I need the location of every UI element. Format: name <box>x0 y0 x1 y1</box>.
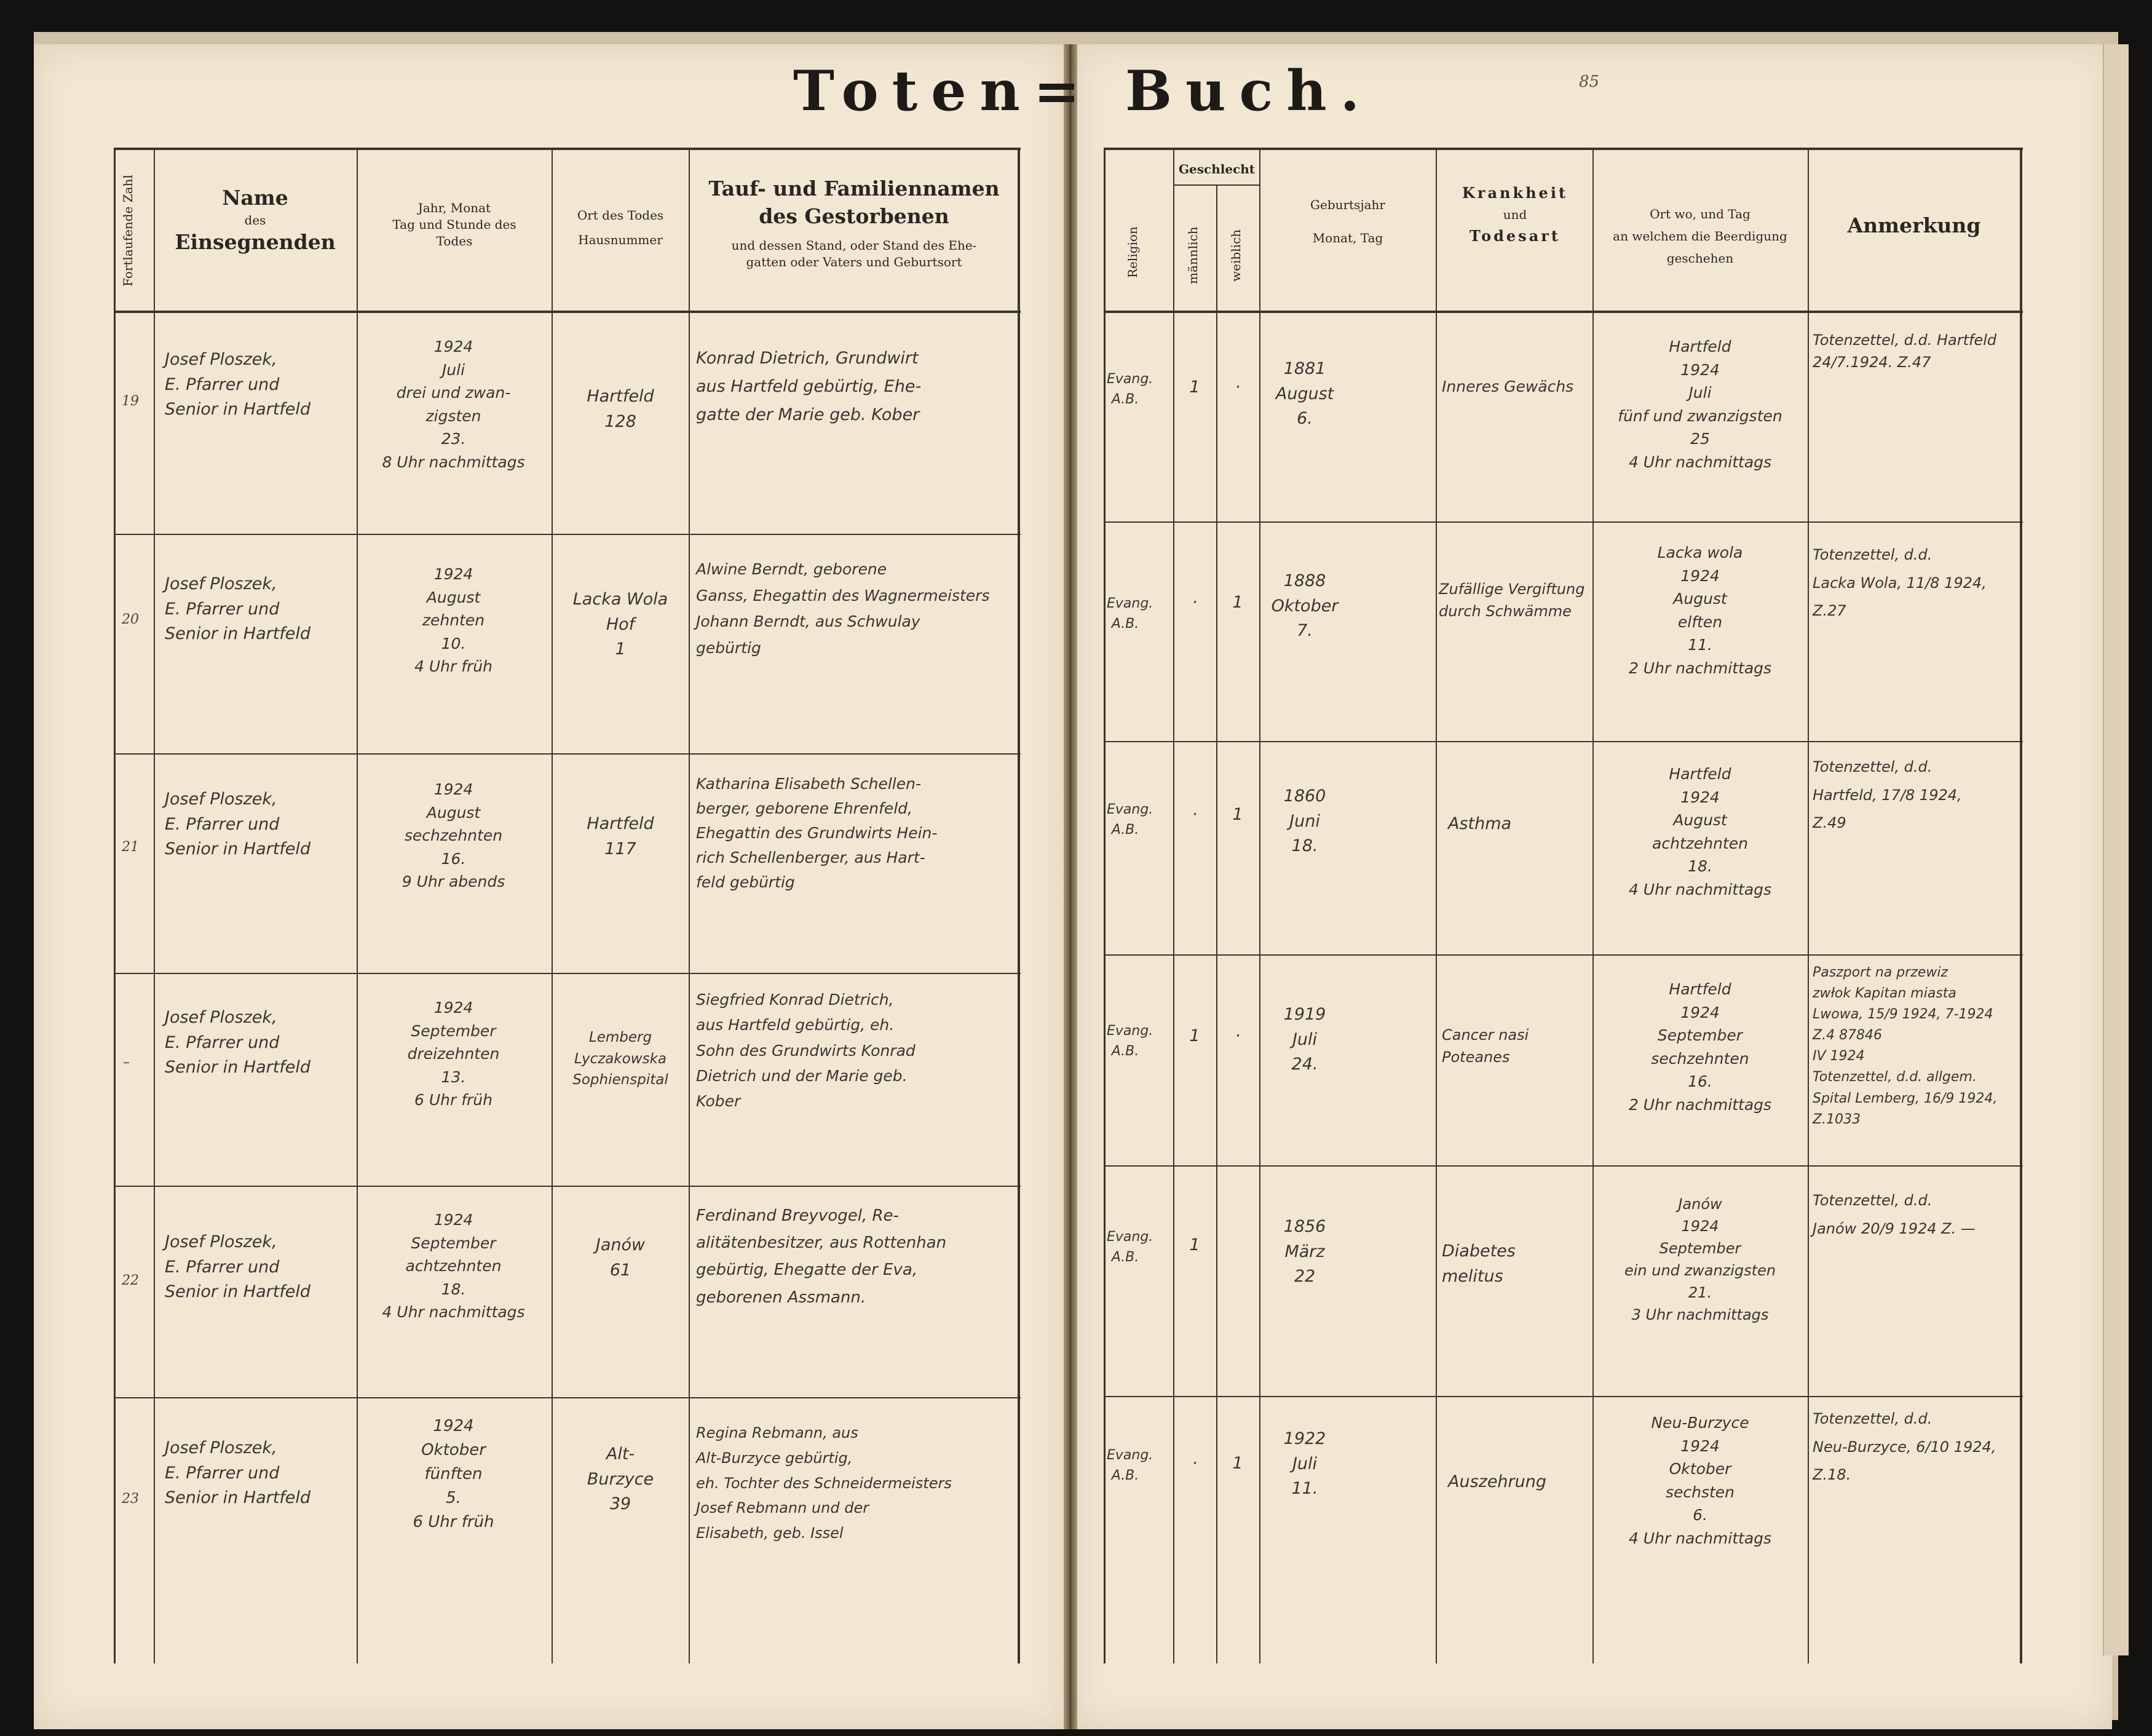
birth-date: 1922 Juli 11. <box>1283 1429 1326 1498</box>
officiant: Josef Ploszek, E. Pfarrer und Senior in Hartfeld <box>165 1438 311 1507</box>
place-of-death: Lemberg Lyczakowska Sophienspital <box>572 1029 668 1088</box>
header-place-of-death: Ort des Todes Hausnummer <box>577 208 664 247</box>
left-frame-line <box>114 148 116 1663</box>
place-of-death: Lacka Wola Hof 1 <box>572 590 668 659</box>
deceased: Konrad Dietrich, Grundwirt aus Hartfeld gebürtig, Ehe- gatte der Marie geb. Kober <box>696 349 922 424</box>
entry-number: 23 <box>122 1491 139 1507</box>
death-date: 1924 Juli drei und zwan- zigsten 23. 8 Uhr nachmittags <box>382 338 525 471</box>
right-col-line <box>1436 148 1437 1663</box>
header-deceased-line1: Tauf- und Familiennamen <box>708 176 1000 200</box>
left-col-line <box>154 148 155 1663</box>
remark: Totenzettel, d.d. Neu-Burzyce, 6/10 1924, Z.18. <box>1813 1410 1996 1484</box>
cause-of-death: Auszehrung <box>1448 1472 1547 1491</box>
header-illness-line2: und <box>1503 207 1527 223</box>
header-male: männlich <box>1185 226 1200 284</box>
cause-of-death: Cancer nasi Poteanes <box>1442 1026 1529 1066</box>
header-officiant-line1: Name <box>222 186 288 210</box>
remark: Totenzettel, d.d. Hartfeld, 17/8 1924, Z.49 <box>1813 758 1962 832</box>
header-sex: Geschlecht <box>1178 162 1256 176</box>
death-date: 1924 August zehnten 10. 4 Uhr früh <box>414 565 493 675</box>
remark: Paszport na przewiz zwłok Kapitan miasta Lwowa, 15/9 1924, 7-1924 Z.4 87846 IV 1924 Totenzettel, d.d. allgem. Spital Lemberg, 16/9 1924, Z.1033 <box>1813 965 1998 1127</box>
page-number: 85 <box>1579 73 1600 91</box>
right-col-line <box>1592 148 1594 1663</box>
death-date: 1924 August sechzehnten 16. 9 Uhr abends <box>402 780 505 890</box>
entry-number: 22 <box>122 1273 139 1288</box>
right-row-rule <box>1104 521 2023 523</box>
title-left: Toten= <box>793 58 1094 124</box>
left-col-line <box>689 148 690 1663</box>
burial: Lacka wola 1924 August elften 11. 2 Uhr nachmittags <box>1628 544 1772 677</box>
remark: Totenzettel, d.d. Hartfeld 24/7.1924. Z.47 <box>1813 331 1997 371</box>
right-row-rule <box>1104 954 2023 956</box>
remark: Totenzettel, d.d. Lacka Wola, 11/8 1924, Z.27 <box>1813 546 1987 620</box>
cause-of-death: Inneres Gewächs <box>1442 378 1574 395</box>
header-deceased <box>692 175 1016 271</box>
header-illness-line1: Krankheit <box>1462 184 1569 202</box>
religion: Evang. A.B. <box>1107 1448 1153 1483</box>
right-col-line <box>1259 148 1260 1663</box>
left-col-line <box>552 148 553 1663</box>
header-illness <box>1439 181 1591 248</box>
place-of-death: Hartfeld 117 <box>587 814 654 858</box>
entry-number: 21 <box>122 839 139 855</box>
sex-male: 1 <box>1189 378 1200 397</box>
left-row-rule <box>114 753 1021 755</box>
left-header-rule <box>114 311 1021 313</box>
officiant: Josef Ploszek, E. Pfarrer und Senior in Hartfeld <box>165 790 311 858</box>
right-sex-rule <box>1173 184 1259 186</box>
sex-female: 1 <box>1232 805 1243 824</box>
book-gutter <box>1064 44 1077 1729</box>
place-of-death: Janów 61 <box>595 1235 646 1280</box>
burial: Hartfeld 1924 August achtzehnten 18. 4 Uhr nachmittags <box>1628 765 1772 898</box>
place-of-death: Alt- Burzyce 39 <box>587 1445 654 1513</box>
birth-date: 1860 Juni 18. <box>1283 787 1326 855</box>
entry-number: 19 <box>122 394 139 409</box>
header-burial: Ort wo, und Tag an welchem die Beerdigung geschehen <box>1613 207 1787 266</box>
header-religion: Religion <box>1125 226 1140 278</box>
deceased: Alwine Berndt, geborene Ganss, Ehegattin des Wagnermeisters Johann Berndt, aus Schwulay gebürtig <box>696 560 990 657</box>
officiant: Josef Ploszek, E. Pfarrer und Senior in Hartfeld <box>165 1232 311 1301</box>
sex-female: · <box>1235 378 1241 397</box>
burial: Janów 1924 September ein und zwanzigsten 21. 3 Uhr nachmittags <box>1624 1195 1776 1323</box>
right-row-rule <box>1104 1396 2023 1397</box>
birth-date: 1888 Oktober 7. <box>1271 571 1339 640</box>
religion: Evang. A.B. <box>1107 371 1153 407</box>
deceased: Siegfried Konrad Dietrich, aus Hartfeld gebürtig, eh. Sohn des Grundwirts Konrad Dietrich und der Marie geb. Kober <box>696 991 916 1110</box>
left-row-rule <box>114 973 1021 974</box>
header-birth: Geburtsjahr Monat, Tag <box>1310 197 1385 245</box>
title-right: Buch. <box>1125 58 1374 124</box>
sex-female: 1 <box>1232 593 1243 612</box>
right-frame-line <box>1104 148 1106 1663</box>
deceased: Katharina Elisabeth Schellen- berger, geborene Ehrenfeld, Ehegattin des Grundwirts Hein- rich Schellenberger, aus Hart- feld gebürtig <box>696 775 938 891</box>
birth-date: 1919 Juli 24. <box>1283 1005 1326 1074</box>
place-of-death: Hartfeld 128 <box>587 387 654 431</box>
right-top-border <box>1104 148 2023 150</box>
religion: Evang. A.B. <box>1107 1229 1153 1265</box>
right-row-rule <box>1104 741 2023 742</box>
header-deceased-line3: und dessen Stand, oder Stand des Ehe- gatten oder Vaters und Geburtsort <box>731 238 977 270</box>
religion: Evang. A.B. <box>1107 1023 1153 1059</box>
officiant: Josef Ploszek, E. Pfarrer und Senior in Hartfeld <box>165 350 311 419</box>
remark: Totenzettel, d.d. Janów 20/9 1924 Z. — <box>1813 1192 1976 1237</box>
entry-number: 20 <box>122 612 139 627</box>
left-row-rule <box>114 534 1021 535</box>
header-officiant <box>157 184 354 256</box>
entry-number: – <box>123 1055 130 1070</box>
left-col-line <box>357 148 358 1663</box>
header-remark: Anmerkung <box>1847 213 1981 237</box>
burial: Neu-Burzyce 1924 Oktober sechsten 6. 4 Uhr nachmittags <box>1628 1414 1772 1547</box>
header-officiant-line3: Einsegnenden <box>175 229 336 254</box>
sex-female: · <box>1235 1026 1241 1045</box>
left-frame-line <box>1018 148 1020 1663</box>
officiant: Josef Ploszek, E. Pfarrer und Senior in Hartfeld <box>165 574 311 643</box>
cause-of-death: Asthma <box>1448 814 1512 833</box>
right-header-rule <box>1104 311 2023 313</box>
header-illness-line3: Todesart <box>1470 227 1561 245</box>
right-col-line <box>1216 184 1217 1663</box>
religion: Evang. A.B. <box>1107 596 1153 632</box>
right-row-rule <box>1104 1165 2023 1167</box>
cause-of-death: Diabetes melitus <box>1442 1242 1516 1286</box>
birth-date: 1856 März 22 <box>1283 1217 1326 1286</box>
deceased: Regina Rebmann, aus Alt-Burzyce gebürtig, eh. Tochter des Schneidermeisters Josef Rebmann und der Elisabeth, geb. Issel <box>696 1424 952 1542</box>
deceased: Ferdinand Breyvogel, Re- alitätenbesitzer, aus Rottenhan gebürtig, Ehegatte der Eva, geborenen Assmann. <box>696 1207 947 1307</box>
sex-female: 1 <box>1232 1454 1243 1473</box>
sex-male: · <box>1192 1454 1198 1473</box>
right-col-line <box>1808 148 1809 1663</box>
left-top-border <box>114 148 1021 150</box>
left-row-rule <box>114 1397 1021 1398</box>
header-officiant-line2: des <box>244 212 266 228</box>
death-date: 1924 September dreizehnten 13. 6 Uhr früh <box>407 999 500 1109</box>
header-death-date: Jahr, Monat Tag und Stunde des Todes <box>392 200 516 248</box>
header-entry-number: Fortlaufende Zahl <box>121 175 135 287</box>
cause-of-death: Zufällige Vergiftung durch Schwämme <box>1439 581 1585 620</box>
header-female: weiblich <box>1228 229 1243 282</box>
death-date: 1924 Oktober fünften 5. 6 Uhr früh <box>413 1417 494 1531</box>
birth-date: 1881 August 6. <box>1275 359 1334 428</box>
sex-male: · <box>1192 805 1198 824</box>
burial: Hartfeld 1924 September sechzehnten 16. 2 Uhr nachmittags <box>1628 980 1772 1114</box>
page-edge <box>2103 44 2129 1655</box>
left-row-rule <box>114 1186 1021 1187</box>
officiant: Josef Ploszek, E. Pfarrer und Senior in Hartfeld <box>165 1008 311 1077</box>
sex-male: · <box>1192 593 1198 612</box>
header-deceased-line2: des Gestorbenen <box>759 204 949 228</box>
death-date: 1924 September achtzehnten 18. 4 Uhr nachmittags <box>382 1211 525 1321</box>
burial: Hartfeld 1924 Juli fünf und zwanzigsten 25 4 Uhr nachmittags <box>1618 338 1782 471</box>
right-col-line <box>1173 148 1174 1663</box>
religion: Evang. A.B. <box>1107 802 1153 838</box>
sex-male: 1 <box>1189 1235 1200 1254</box>
right-frame-line <box>2020 148 2022 1663</box>
sex-male: 1 <box>1189 1026 1200 1045</box>
